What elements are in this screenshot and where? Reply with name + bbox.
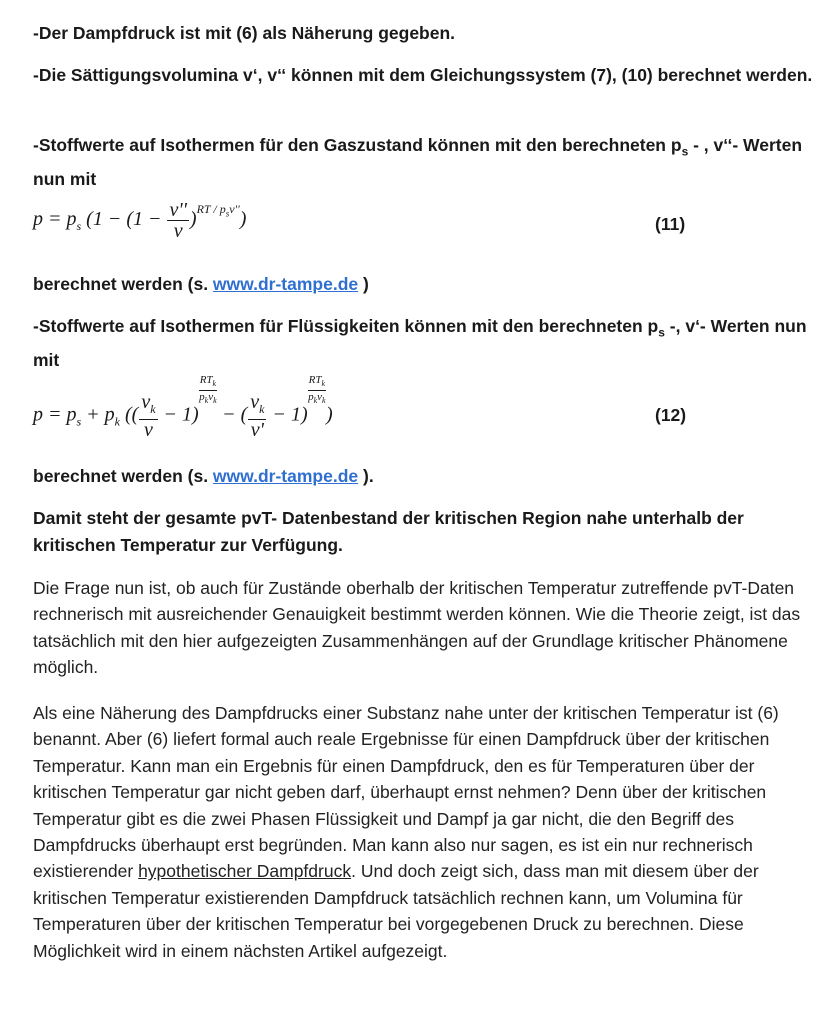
line-berechnet-1-a: berechnet werden (s. <box>33 274 213 294</box>
line-fluessigkeiten-a: -Stoffwerte auf Isothermen für Flüssigkeiten können mit den berechneten p <box>33 316 659 336</box>
line-gaszustand-b: - , v‘‘- Werten nun mit <box>33 135 803 189</box>
paragraph-naeherung-b: . Und doch zeigt sich, dass man mit diesem über der kritischen Temperatur existierenden Dampfdruck tatsächlich rechnen kann, um Volumina für Temperaturen über der kritischen Temperatur bei vorgegebenen Druck zu berechnen. Diese Möglichkeit wird in einem nächsten Artikel aufgezeigt. <box>33 861 759 961</box>
line-saettigungsvolumina: -Die Sättigungsvolumina v‘, v‘‘ können mit dem Gleichungssystem (7), (10) berechnet werden. <box>33 65 813 85</box>
line-berechnet-1-b: ) <box>358 274 369 294</box>
line-fluessigkeiten-sub: s <box>658 325 665 340</box>
hypothetischer-dampfdruck: hypothetischer Dampfdruck <box>138 861 352 882</box>
line-dampfdruck: -Der Dampfdruck ist mit (6) als Näherung gegeben. <box>33 23 456 43</box>
line-berechnet-1 <box>33 271 813 298</box>
line-datenbestand: Damit steht der gesamte pvT- Datenbestand der kritischen Region nahe unterhalb der kritischen Temperatur zur Verfügung. <box>33 508 744 555</box>
equation-12-number: (12) <box>655 405 687 425</box>
equation-12: $p = p_s + p_k$ (( $\frac{v_k}{v}$ − 1) $\frac{RT_k}{p_kv_k}$ − ( $\frac{v_k}{v'}$ − 1) $\frac{RT_k}{p_kv_k}$ ) <box>33 374 333 441</box>
paragraph-naeherung-a: Als eine Näherung des Dampfdrucks einer Substanz nahe unter der kritischen Temperatur ist (6) benannt. Aber (6) liefert formal auch reale Ergebnisse für einen Dampfdruck über der kritischen Temperatur. Kann man ein Ergebnis für einen Dampfdruck, den es für Temperaturen über der kritischen Temperatur gar nicht geben darf, überhaupt ernst nehmen? Denn über der kritischen Temperatur gibt es die zwei Phasen Flüssigkeit und Dampf ja gar nicht, die den Begriff des Dampfdrucks überhaupt erst begründen. Man kann also nur sagen, es ist ein nur rechnerisch existierender <box>33 703 779 882</box>
equation-11-number: (11) <box>655 214 686 234</box>
line-gaszustand-sub: s <box>681 144 689 159</box>
link-dr-tampe-2[interactable]: www.dr-tampe.de <box>212 466 359 486</box>
line-berechnet-2-b: ). <box>358 466 374 486</box>
line-fluessigkeiten-b: -, v‘- Werten nun mit <box>33 316 807 370</box>
line-berechnet-2-a: berechnet werden (s. <box>33 466 213 486</box>
equation-11: $p = p_s$ (1 − (1 − $\frac{v''}{v}$ )$^{RT / p_sv''}$) <box>33 199 247 242</box>
line-gaszustand <box>33 132 813 193</box>
line-fluessigkeiten <box>33 313 813 374</box>
line-berechnet-2 <box>33 463 813 490</box>
link-dr-tampe-1[interactable]: www.dr-tampe.de <box>212 274 359 294</box>
paragraph-frage: Die Frage nun ist, ob auch für Zustände oberhalb der kritischen Temperatur zutreffende pvT-Daten rechnerisch mit ausreichender Genauigkeit bestimmt werden können. Wie die Theorie zeigt, ist das tatsächlich mit den hier aufgezeigten Zusammenhängen auf der Grundlage kritischer Phänomene möglich. <box>33 578 801 678</box>
line-gaszustand-a: -Stoffwerte auf Isothermen für den Gaszustand können mit den berechneten p <box>33 135 682 155</box>
paragraph-naeherung <box>33 700 828 964</box>
